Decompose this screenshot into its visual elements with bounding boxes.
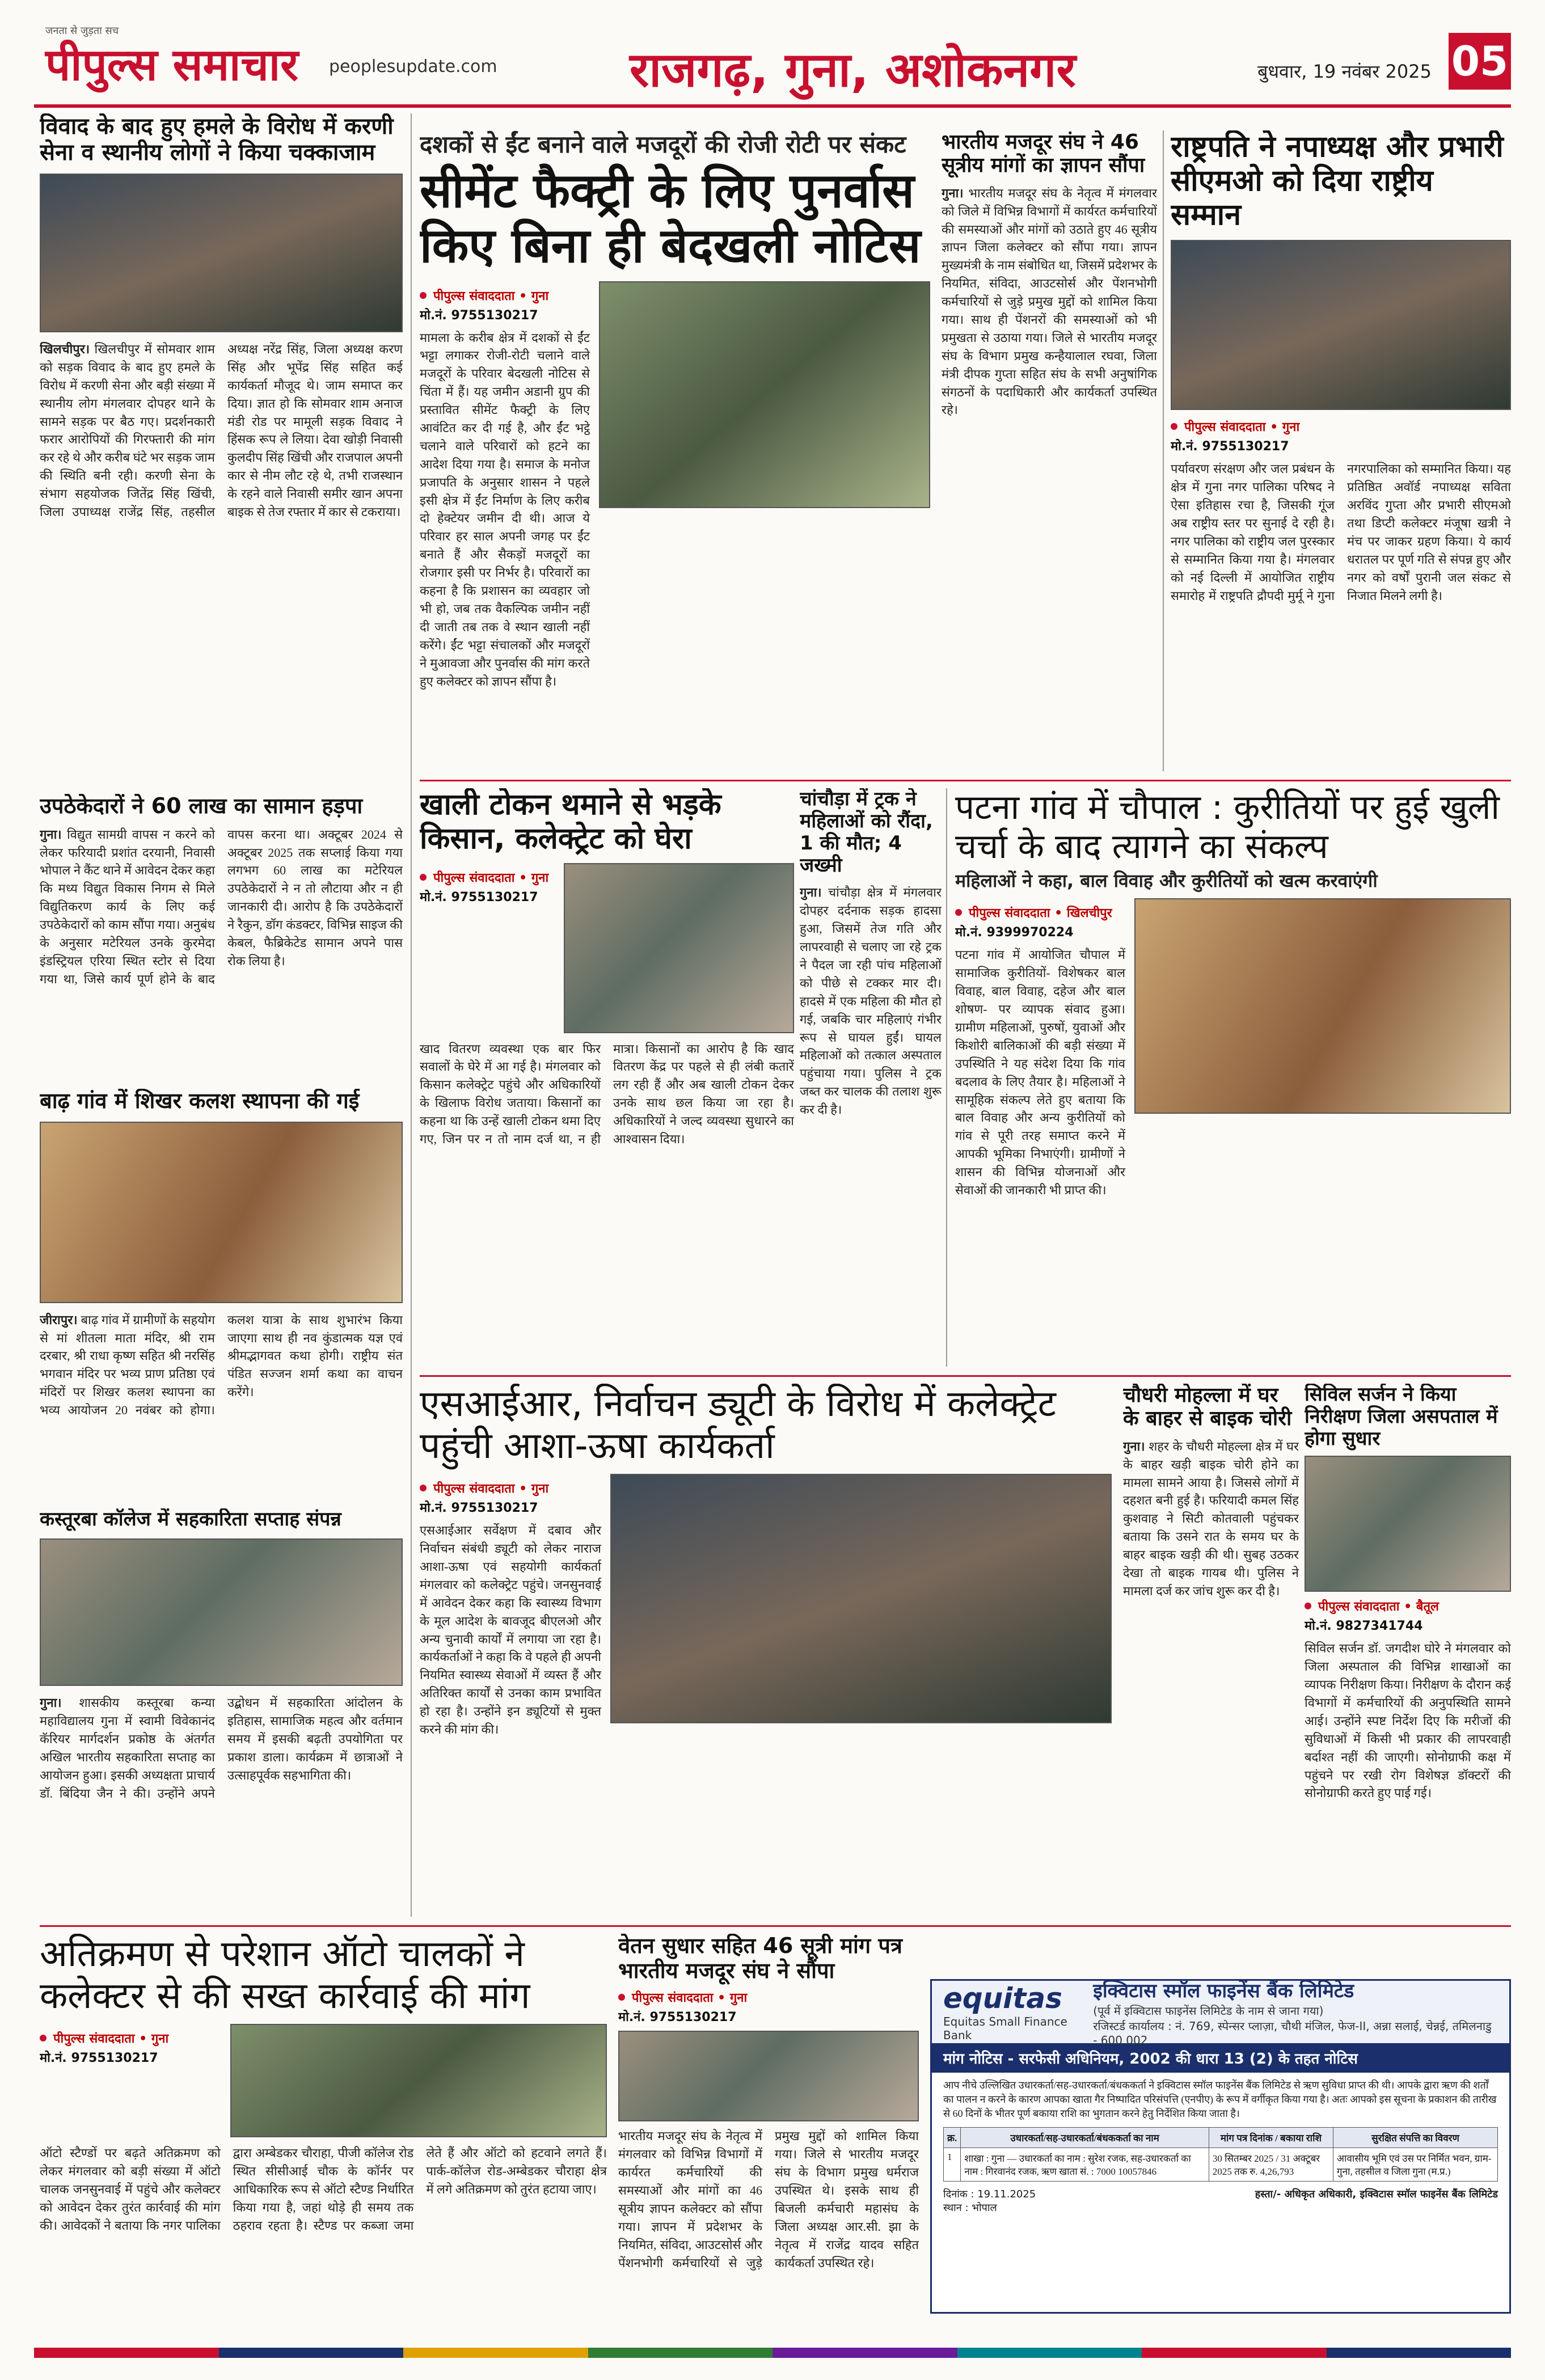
headline: उपठेकेदारों ने 60 लाख का सामान हड़पा (40, 794, 363, 818)
ad-signature: हस्ता/- अधिकृत अधिकारी, इक्विटास स्मॉल फाइनेंस बैंक लिमिटेड (1255, 2188, 1498, 2200)
table-header: सुरक्षित संपत्ति का विवरण (1333, 2127, 1498, 2148)
footer-swatch (772, 2348, 957, 2358)
byline-text: पीपुल्स संवाददाता • गुना (433, 289, 549, 303)
table-cell: 1 (944, 2148, 961, 2181)
column-divider (1163, 130, 1164, 771)
byline (420, 869, 556, 886)
headline: खाली टोकन थमाने से भड़के किसान, कलेक्ट्रेट को घेरा (420, 788, 721, 856)
photo-award-ceremony (1171, 240, 1511, 410)
footer-swatch (403, 2348, 588, 2358)
photo-protest (40, 174, 403, 332)
ad-subtitle: (पूर्व में इक्विटास फाइनेंस लिमिटेड के नाम से जाना गया) (1093, 2004, 1324, 2018)
footer-color-bar (34, 2348, 1511, 2358)
dateline: गुना। (40, 1696, 62, 1710)
footer-swatch (1142, 2348, 1327, 2358)
body-text: सिविल सर्जन डॉ. जगदीश घोरे ने मंगलवार को जिला अस्पताल की विभिन्न शाखाओं का व्यापक निरीक्षण किया। निरीक्षण के दौरान कई विभागों में कर्मचारियों की अनुपस्थिति सामने आई। उन्होंने स्पष्ट निर्देश दिए कि मरीजों की सुविधाओं में किसी भी प्रकार की लापरवाही बर्दाश्त नहीं की जाएगी। सोनोग्राफी कक्ष में पहुंचने पर रखी रोग विशेषज्ञ डॉक्टरों की सोनोग्राफी करते हुए पाई गई। (1305, 1641, 1511, 1800)
story-contractor (40, 794, 403, 1077)
headline: भारतीय मजदूर संघ ने 46 सूत्रीय मांगों का ज्ञापन सौंपा (942, 130, 1145, 177)
table-cell: आवासीय भूमि एवं उस पर निर्मित भवन, ग्राम-गुना, तहसील व जिला गुना (म.प्र.) (1333, 2148, 1498, 2181)
column-divider (411, 113, 412, 1917)
story-body (40, 826, 403, 988)
byline (1171, 418, 1511, 435)
byline (420, 287, 590, 304)
section-rule (420, 780, 1511, 781)
reporter-mobile: मो.नं. 9827341744 (1305, 1619, 1423, 1634)
byline-text: पीपुल्स संवाददाता • खिलचीपुर (969, 906, 1112, 921)
ad-date: दिनांक : 19.11.2025 (943, 2188, 1036, 2200)
story-body (40, 1694, 403, 1802)
equitas-logo: equitas (943, 1982, 1062, 2015)
footer-swatch (957, 2348, 1142, 2358)
byline-dot (618, 1994, 625, 2001)
reporter-mobile: मो.नं. 9755130217 (618, 2010, 737, 2025)
story-body (942, 184, 1157, 420)
table-header: उधारकर्ता/सह-उधारकर्ता/बंधककर्ता का नाम (961, 2127, 1209, 2148)
dateline: गुना। (942, 185, 964, 200)
headline: सीमेंट फैक्ट्री के लिए पुनर्वास किए बिना ही बेदखली नोटिस (420, 163, 921, 273)
body-text: पटना गांव में आयोजित चौपाल में सामाजिक कुरीतियों- विशेषकर बाल विवाह, बाल विवाह, दहेज और बाल शोषण- पर व्यापक संवाद हुआ। ग्रामीण महिलाओं, पुरुषों, युवाओं और किशोरी बालिकाओं की बड़ी संख्या में उपस्थिति ने यह संदेश दिया कि गांव बदलाव के लिए तैयार है। महिलाओं ने सामूहिक संकल्प लेते हुए बताया कि बाल विवाह और अन्य कुरीतियों को गांव से पूरी तरह समाप्त करने में आपकी भूमिका निभाएंगी। ग्रामीणों ने शासन की विभिन्न योजनाओं और सेवाओं की जानकारी भी प्राप्त की। (955, 948, 1125, 1197)
headline: बाढ़ गांव में शिखर कलश स्थापना की गई (40, 1089, 360, 1113)
kicker: दशकों से ईंट बनाने वाले मजदूरों की रोजी रोटी पर संकट (420, 130, 906, 158)
body-text: ऑटो स्टैण्डों पर बढ़ते अतिक्रमण को लेकर मंगलवार को बड़ी संख्या में ऑटो चालक जनसुनवाई में पहुंचे और कलेक्टर को आवेदन देकर तुरंत कार्रवाई की मांग की। आवेदकों ने बताया कि नगर पालिका द्वारा अम्बेडकर चौराहा, पीजी कॉलेज रोड स्थित सीसीआई चौक के कॉर्नर पर आधिकारिक रूप से ऑटो स्टैण्ड निर्धारित किया गया है, जहां थोड़े ही समय तक ठहराव रहता है। स्टैण्ड पर कब्जा जमा लेते हैं और ऑटो को हटवाने लगते हैं। पार्क-कॉलेज रोड-अम्बेडकर चौराहा क्षेत्र में लगे अतिक्रमण को तुरंत हटाया जाए। (40, 2146, 607, 2233)
section-title: राजगढ़, गुना, अशोकनगर (630, 42, 1076, 98)
byline-text: पीपुल्स संवाददाता • गुना (1184, 420, 1300, 435)
headline: कस्तूरबा कॉलेज में सहकारिता सप्ताह संपन्न (40, 1508, 341, 1531)
body-text: भारतीय मजदूर संघ के नेतृत्व में मंगलवार को विभिन्न विभागों में कार्यरत कर्मचारियों की समस्याओं और मांगों का 46 सूत्रीय ज्ञापन कलेक्टर को सौंपा गया। ज्ञापन में प्रदेशभर के नियमित, संविदा, आउटसोर्स और पेंशनभोगी कर्मचारियों से जुड़े प्रमुख मुद्दों को शामिल किया गया। जिले से भारतीय मजदूर संघ के विभाग प्रमुख धर्मराज उपस्थित थे। इसके साथ ही बिजली कर्मचारी महासंघ के जिला अध्यक्ष आर.सी. झा के नेतृत्व में राजेंद्र यादव सहित कार्यकर्ता उपस्थित रहे। (618, 2129, 919, 2270)
reporter-mobile: मो.नं. 9755130217 (420, 890, 538, 904)
story-body (40, 340, 403, 521)
byline-dot (1171, 423, 1177, 430)
reporter-mobile: मो.नं. 9755130217 (420, 1501, 538, 1516)
dateline: गुना। (40, 827, 62, 842)
story-farmers (420, 788, 794, 1367)
story-body (40, 1311, 403, 1419)
footer-swatch (588, 2348, 773, 2358)
byline-text: पीपुल्स संवाददाता • गुना (433, 870, 549, 885)
story-chaupal (955, 788, 1511, 1367)
story-asha (420, 1384, 1112, 1917)
footer-swatch (34, 2348, 219, 2358)
table-header: क्र. (944, 2127, 961, 2148)
ad-header (932, 1980, 1509, 2047)
kicker: महिलाओं ने कहा, बाल विवाह और कुरीतियों को खत्म करवाएंगी (955, 870, 1378, 891)
headline: राष्ट्रपति ने नपाध्यक्ष और प्रभारी सीएमओ को दिया राष्ट्रीय सम्मान (1171, 130, 1504, 232)
body-text: चांचौड़ा क्षेत्र में मंगलवार दोपहर दर्दनाक सड़क हादसा हुआ, जिसमें तेज गति और लापरवाही से चलाए जा रहे ट्रक ने पैदल जा रही पांच महिलाओं को पीछे से टक्कर मार दी। हादसे में एक महिला की मौत हो गई, जबकि चार महिलाएं गंभीर रूप से घायल हुईं। घायल महिलाओं को तत्काल अस्पताल पहुंचाया गया। पुलिस ने ट्रक जब्त कर चालक की तलाश शुरू कर दी है। (800, 885, 942, 1117)
story-kalash (40, 1089, 403, 1497)
body-text: मामला के करीब क्षेत्र में दशकों से ईंट भट्टा लगाकर रोजी-रोटी चलाने वाले मजदूरों के परिवार बेदखली नोटिस से चिंता में हैं। यह जमीन अडानी ग्रुप की प्रस्तावित सीमेंट फैक्ट्री के लिए आवंटित कर दी गई है, और ईंट भट्ठे चलाने वाले परिवारों को हटने का आदेश दिया गया है। समाज के मनोज प्रजापति के अनुसार शासन ने पहले इसी क्षेत्र में ईंट निर्माण के लिए करीब दो हेक्टेयर जमीन दी थी। आज ये परिवार हर साल अपनी जगह पर ईंट बनाते हैं और सैकड़ों मजदूरों का रोजगार इसी पर निर्भर है। परिवारों का कहना है कि प्रशासन का व्यवहार जो भी हो, जब तक वैकल्पिक जमीन नहीं दी जाती तब तक वे स्थान खाली नहीं करेंगे। ईंट भट्टा संचालकों और मजदूरों ने मुआवजा और पुनर्वास की मांग करते हुए कलेक्टर को ज्ञापन सौंपा है। (420, 330, 590, 688)
photo-chaupal-meeting (1134, 898, 1511, 1114)
byline-text: पीपुल्स संवाददाता • गुना (433, 1482, 549, 1497)
headline: वेतन सुधार सहित 46 सूत्री मांग पत्र भारतीय मजदूर संघ ने सौंपा (618, 1934, 902, 1983)
photo-temple (40, 1122, 403, 1303)
body-text: विद्युत सामग्री वापस न करने को लेकर फरियादी प्रशांत दरयानी, निवासी भोपाल ने कैंट थाने में आवेदन देकर कहा कि मध्य विद्युत विकास निगम से मिले विद्युतिकरण कार्य के लिए कई उपठेकेदारों को काम सौंपा गया। अनुबंध के अनुसार मटेरियल उनके कुरमेदा इंडस्ट्रियल एरिया स्थित स्टोर से दिया गया था, जिसे कार्य पूर्ण होने के बाद वापस करना था। अक्टूबर 2024 से अक्टूबर 2025 तक सप्लाई किया गया लगभग 60 लाख का मटेरियल उपठेकेदारों ने न तो लौटाया और न ही जानकारी दी। आरोप है कि उपठेकेदारों ने रैकुन, डॉग कंडक्टर, विभिन्न साइज की केबल, फैब्रिकेटेड सामान अपने पास रोक लिया है। (40, 827, 403, 986)
dateline: जीरापुर। (40, 1312, 78, 1327)
story-award (1171, 130, 1511, 771)
table-header: मांग पत्र दिनांक / बकाया राशि (1209, 2127, 1333, 2148)
story-cement (420, 130, 930, 771)
table-cell: 30 सितम्बर 2025 / 31 अक्टूबर 2025 तक रु. 4,26,793 (1209, 2148, 1333, 2181)
ad-band: मांग नोटिस - सरफेसी अधिनियम, 2002 की धारा 13 (2) के तहत नोटिस (932, 2043, 1509, 2073)
byline-dot (420, 1485, 427, 1491)
ad-table (943, 2127, 1498, 2182)
body-text: एसआईआर सर्वेक्षण में दबाव और निर्वाचन संबंधी ड्यूटी को लेकर नाराज आशा-ऊषा एवं सहयोगी कार्यकर्ता मंगलवार को कलेक्ट्रेट पहुंचे। जनसुनवाई में आवेदन देकर कहा कि स्वास्थ्य विभाग के मूल आदेश के बावजूद बीएलओ और अन्य चुनावी कार्यों में लगाया जा रहा है। कार्यकर्ताओं ने कहा कि वे पहले ही अपनी नियमित स्वास्थ्य सेवाओं में व्यस्त हैं और अतिरिक्त कार्यों से उनका काम प्रभावित हो रहा है। उन्होंने इन ड्यूटियों से मुक्त करने की मांग की। (420, 1523, 601, 1736)
edition-date: बुधवार, 19 नवंबर 2025 (1257, 61, 1432, 82)
ad-notice-text: आप नीचे उल्लिखित उधारकर्ता/सह-उधारकर्ता/बंधककर्ता ने इक्विटास स्मॉल फाइनेंस बैंक लिमिटेड से ऋण सुविधा प्राप्त की थी। आपके द्वारा ऋण की शर्तों का पालन न करने के कारण आपका खाता गैर निष्पादित परिसंपत्ति (एनपीए) के रूप में वर्गीकृत किया गया है। अतः आपको इस सूचना के प्रकाशन की तारीख से 60 दिनों के भीतर पूर्ण बकाया राशि का भुगतान करने हेतु निर्देशित किया जाता है। (943, 2079, 1497, 2120)
photo-auto-drivers (230, 2024, 607, 2137)
headline: पटना गांव में चौपाल : कुरीतियों पर हुई खुली चर्चा के बाद त्यागने का संकल्प (955, 788, 1500, 866)
body-text: भारतीय मजदूर संघ के नेतृत्व में मंगलवार को जिले में विभिन्न विभागों में कार्यरत कर्मचारियों की समस्याओं और मांगों को उठाते हुए 46 सूत्रीय ज्ञापन जिला कलेक्टर को सौंपा गया। ज्ञापन मुख्यमंत्री के नाम संबोधित था, जिसमें प्रदेशभर के नियमित, संविदा, आउटसोर्स और पेंशनभोगी कर्मचारियों से जुड़े प्रमुख मुद्दों को शामिल किया गया। साथ ही पेंशनरों की समस्याओं को भी प्रमुखता से उठाया गया। जिले से भारतीय मजदूर संघ के विभाग प्रमुख कन्हैयालाल रघवा, जिला मंत्री दीपक गुप्ता सहित संघ के सभी अनुषांगिक संगठनों के पदाधिकारी और कार्यकर्ता उपस्थित रहे। (942, 185, 1157, 417)
headline: सिविल सर्जन ने किया निरीक्षण जिला असपताल में होगा सुधार (1305, 1384, 1498, 1451)
equitas-logo-sub: Equitas Small Finance Bank (943, 2015, 1067, 2042)
headline: विवाद के बाद हुए हमले के विरोध में करणी सेना व स्थानीय लोगों ने किया चक्काजाम (40, 113, 394, 166)
column-divider (946, 788, 947, 1367)
byline-text: पीपुल्स संवाददाता • गुना (53, 2032, 169, 2047)
table-cell: शाखा : गुना — उधारकर्ता का नाम : सुरेश रजक, सह-उधारकर्ता का नाम : गिरवानंद रजक, ऋण खाता सं. : 7000 10057846 (961, 2148, 1209, 2181)
photo-college (40, 1538, 403, 1686)
headline: चांचौड़ा में ट्रक ने महिलाओं को रौंदा, 1 की मौत; 4 जख्मी (800, 788, 933, 877)
brand-tagline: जनता से जुड़ता सच (45, 25, 119, 37)
masthead (34, 23, 1511, 108)
photo-farmers (564, 863, 794, 1033)
byline-text: पीपुल्स संवाददाता • गुना (632, 1991, 748, 2006)
reporter-mobile: मो.नं. 9755130217 (40, 2051, 158, 2066)
byline-dot (40, 2035, 47, 2041)
ad-address: रजिस्टर्ड कार्यालय : नं. 769, स्पेन्सर प्लाज़ा, चौथी मंजिल, फेज-II, अन्ना सलाई, चेन्नई, तमिलनाडु - 600 002 (1093, 2019, 1492, 2047)
reporter-mobile: मो.नं. 9755130217 (1171, 439, 1289, 454)
byline-dot (955, 909, 962, 916)
story-body (1123, 1438, 1299, 1600)
headline: एसआईआर, निर्वाचन ड्यूटी के विरोध में कलेक्ट्रेट पहुंची आशा-ऊषा कार्यकर्ता (420, 1384, 1056, 1467)
byline (955, 904, 1125, 921)
section-rule (420, 1375, 1511, 1377)
byline (618, 1989, 919, 2006)
byline-dot (1305, 1603, 1311, 1609)
headline: चौधरी मोहल्ला में घर के बाहर से बाइक चोरी (1123, 1384, 1292, 1431)
photo-brick-workers (599, 281, 930, 508)
brand-logo: पीपुल्स समाचार (45, 39, 299, 91)
ad-equitas-notice (930, 1979, 1511, 2314)
story-body (800, 883, 942, 1119)
byline-text: पीपुल्स संवाददाता • बैतूल (1318, 1600, 1439, 1614)
byline (40, 2030, 221, 2047)
body-text: शहर के चौधरी मोहल्ला क्षेत्र में घर के बाहर खड़ी बाइक चोरी होने का मामला सामने आया है। जिससे लोगों में दहशत बनी हुई है। फरियादी कमल सिंह कुशवाह ने सिटी कोतवाली पहुंचकर बताया कि उसने रात के समय घर के बाहर बाइक खड़ी की थी। सुबह उठकर देखा तो बाइक गायब थी। पुलिस ने मामला दर्ज कर जांच शुरू कर दी है। (1123, 1439, 1299, 1598)
story-encroachment (40, 1934, 607, 2331)
byline (420, 1479, 601, 1497)
byline-dot (420, 292, 427, 299)
reporter-mobile: मो.नं. 9755130217 (420, 308, 538, 323)
footer-swatch (1327, 2348, 1512, 2358)
story-accident (800, 788, 942, 1367)
table-row (944, 2148, 1498, 2181)
story-bike (1123, 1384, 1299, 1917)
byline (1305, 1597, 1511, 1614)
photo-union-meeting (618, 2031, 919, 2121)
byline-dot (420, 874, 427, 881)
section-rule (40, 1925, 1511, 1927)
body-text: बाढ़ गांव में ग्रामीणों के सहयोग से मां शीतला माता मंदिर, श्री राम दरबार, श्री राधा कृष्ण सहित श्री नरसिंह भगवान मंदिर पर भव्य प्राण प्रतिष्ठा एवं मंदिरों पर शिखर कलश स्थापना का भव्य आयोजन 20 नवंबर को होगा। कलश यात्रा के साथ शुभारंभ किया जाएगा साथ ही नव कुंडात्मक यज्ञ एवं श्रीमद्भागवत कथा होगी। राष्ट्रीय संत पंडित सज्जन शर्मा कथा का वाचन करेंगे। (40, 1312, 403, 1418)
dateline: गुना। (800, 885, 822, 900)
photo-hospital-inspection (1305, 1456, 1511, 1592)
headline: अतिक्रमण से परेशान ऑटो चालकों ने कलेक्टर से की सख्त कार्रवाई की मांग (40, 1934, 530, 2017)
page-number: 05 (1449, 33, 1511, 90)
body-text: खिलचीपुर में सोमवार शाम को सड़क विवाद के बाद हुए हमले के विरोध में करणी सेना और बड़ी संख्या में स्थानीय लोग मंगलवार दोपहर थाने के सामने सड़क पर बैठ गए। प्रदर्शनकारी फरार आरोपियों की गिरफ्तारी की मांग कर रहे थे और करीब घंटे भर सड़क जाम की स्थिति बनी रही। करणी सेना के संभाग सहयोजक जितेंद्र सिंह खिंची, जिला उपाध्यक्ष राजेंद्र सिंह, तहसील अध्यक्ष नरेंद्र सिंह, जिला अध्यक्ष करण सिंह और भूपेंद्र सिंह सहित कई कार्यकर्ता मौजूद थे। जाम समाप्त कर दिया। ज्ञात हो कि सोमवार शाम अनाज मंडी रोड पर मामूली सड़क विवाद ने हिंसक रूप ले लिया। देवा खोड़ी निवासी कुलदीप सिंह खिंची और राजपाल अपनी कार से नीम लौट रहे थे, तभी राजस्थान के रहने वाले निवासी समीर खान अपना बाइक से तेज रफ्तार में कार से टकराया। (40, 342, 403, 519)
reporter-mobile: मो.नं. 9399970224 (955, 925, 1074, 940)
story-salary (618, 1934, 919, 2331)
body-text: पर्यावरण संरक्षण और जल प्रबंधन के क्षेत्र में गुना नगर पालिका परिषद ने ऐसा इतिहास रचा है, जिसकी गूंज अब राष्ट्रीय स्तर पर सुनाई दे रही है। नगर पालिका को राष्ट्रीय जल पुरस्कार से सम्मानित किया गया है। मंगलवार को नई दिल्ली में आयोजित राष्ट्रीय समारोह में राष्ट्रपति द्रौपदी मुर्मू ने गुना नगरपालिका को सम्मानित किया। यह प्रतिष्ठित अवॉर्ड नपाध्यक्ष सविता अरविंद गुप्ता और प्रभारी सीएमओ तथा डिप्टी कलेक्टर मंजूषा खत्री ने मंच पर जाकर ग्रहण किया। ये कार्य धरातल पर पूर्ण गति से संपन्न हुए और नगर को वर्षों पुरानी जल संकट से निजात मिलने लगी है। (1171, 462, 1511, 603)
footer-swatch (219, 2348, 404, 2358)
body-text: खाद वितरण व्यवस्था एक बार फिर सवालों के घेरे में आ गई है। मंगलवार को किसान कलेक्ट्रेट पहुंचे और अधिकारियों के खिलाफ विरोध जताया। किसानों का कहना था कि उन्हें खाली टोकन थमा दिए गए, जिन पर न तो नाम दर्ज था, न ही मात्रा। किसानों का आरोप है कि खाद वितरण केंद्र पर पहले से ही लंबी कतारें लग रही हैं और अब खाली टोकन देकर उनके साथ छल किया जा रहा है। अधिकारियों ने जल्द व्यवस्था सुधारने का आश्वासन दिया। (420, 1041, 794, 1147)
photo-asha-workers (610, 1474, 1112, 1723)
table-header-row (944, 2127, 1498, 2148)
ad-title: इक्विटास स्मॉल फाइनेंस बैंक लिमिटेड (1093, 1980, 1354, 2002)
dateline: खिलचीपुर। (40, 342, 90, 356)
story-college (40, 1508, 403, 1917)
body-text: शासकीय कस्तूरबा कन्या महाविद्यालय गुना में स्वामी विवेकानंद कॅरियर मार्गदर्शन प्रकोष्ठ के अंतर्गत अखिल भारतीय सहकारिता सप्ताह का आयोजन हुआ। इसकी अध्यक्षता प्राचार्य डॉ. बिंदिया जैन ने की। उन्होंने अपने उद्बोधन में सहकारिता आंदोलन के इतिहास, सामाजिक महत्व और वर्तमान समय में इसकी बढ़ती उपयोगिता पर प्रकाश डाला। कार्यक्रम में छात्राओं ने उत्साहपूर्वक सहभागिता की। (40, 1696, 403, 1800)
site-url[interactable]: peoplesupdate.com (329, 57, 497, 77)
ad-place: स्थान : भोपाल (943, 2201, 997, 2214)
story-civil-surgeon (1305, 1384, 1511, 1917)
story-protest (40, 113, 403, 783)
dateline: गुना। (1123, 1439, 1145, 1453)
story-bms (942, 130, 1157, 771)
